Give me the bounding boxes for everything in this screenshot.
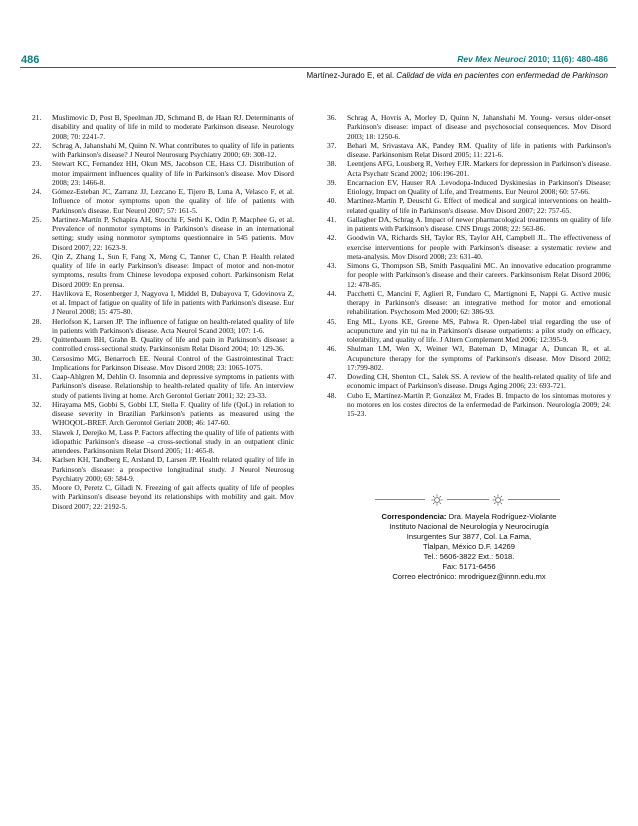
running-title: Calidad de vida en pacientes con enfermedad de Parkinson	[396, 71, 608, 80]
reference-text: Cersosimo MG, Benarroch EE. Neural Control of the Gastrointestinal Tract: Implications for Parkinson Disease. Mov Disord 2008; 23: 1065-1075.	[52, 353, 294, 372]
reference-number: 46.	[327, 344, 337, 354]
reference-number: 36.	[327, 113, 337, 122]
reference-item	[32, 252, 294, 289]
reference-item	[327, 215, 611, 234]
reference-text: Martinez-Martín P, Schapira AH, Stocchi F, Sethi K, Odin P, Macphee G, et al. Prevalence of nonmotor symptoms in Parkinson's disease in an international setting; study using nonmotor symptoms questionnaire in 545 patients. Mov Disord 2007; 22: 1623-9.	[52, 214, 294, 252]
reference-text: Schrag A, Jahanshahi M, Quinn N. What contributes to quality of life in patients with Parkinson's disease? J Neurol Neurosurg Psychiatry 2000; 69: 308-12.	[52, 140, 294, 159]
reference-text: Quittenbaum BH, Grahn B. Quality of life and pain in Parkinson's disease: a controlled cross-sectional study. Parkinsonism Relat Disord 2004; 10: 129-36.	[52, 335, 294, 354]
reference-item	[32, 455, 294, 483]
reference-number: 33.	[32, 427, 42, 437]
reference-text: Leentjens AFG, Lousberg R, Verhey FJR. Markers for depression in Parkinson's disease. Acta Psychatr Scand 2002; 106:196-201.	[347, 159, 611, 178]
divider-line	[508, 499, 560, 500]
reference-number: 23.	[32, 159, 42, 169]
references-right-column	[327, 113, 611, 418]
reference-number: 48.	[327, 390, 337, 400]
reference-number: 24.	[32, 187, 42, 196]
correspondence-title: Correspondencia:	[381, 512, 447, 521]
reference-number: 39.	[327, 177, 337, 187]
reference-text: Karlsen KH, Tandberg E, Arsland D, Larsen JP. Health related quality of life in Parkinson's disease: a prospective longitudinal study. J Neurol Neurosug Psychiatry 2000; 69: 584-9.	[52, 455, 294, 483]
reference-text: Goodwin VA, Richards SH, Taylor RS, Taylor AH, Campbell JL. The effectiveness of exercise interventions for people with Parkinson's disease: a systematic review and meta-analysis. Mov Disord 2008; 23: 631-40.	[347, 233, 611, 261]
reference-text: Slawek J, Derejko M, Lass P. Factors affecting the quality of life of patients with idiopathic Parkinson's disease –a cross-sectional study in an outpatient clinic attendees. Parkinsonism Relat Disord 2005; 11: 465-8.	[52, 427, 294, 455]
reference-number: 37.	[327, 140, 337, 150]
correspondence-line: Tel.: 5606-3822 Ext.: 5018.	[423, 552, 515, 561]
reference-text: Shulman LM, Wen X, Weiner WJ, Bateman D, Minagar A, Duncan R, et al. Acupuncture therapy for the symptoms of Parkinson's disease. Mov Disord 2002; 17:799-802.	[347, 344, 611, 372]
reference-number: 38.	[327, 159, 337, 169]
reference-item	[32, 400, 294, 428]
reference-number: 35.	[32, 483, 42, 492]
reference-item	[32, 483, 294, 511]
reference-number: 21.	[32, 113, 42, 122]
correspondence-line: Insurgentes Sur 3877, Col. La Fama,	[406, 532, 532, 541]
reference-item	[327, 261, 611, 289]
reference-item	[327, 372, 611, 391]
reference-number: 34.	[32, 455, 42, 465]
reference-item	[327, 141, 611, 160]
reference-number: 40.	[327, 196, 337, 206]
reference-number: 26.	[32, 251, 42, 261]
sun-ornament-icon	[431, 494, 443, 506]
reference-text: Hirayama MS, Gobbi S, Gobbi LT, Stella F. Quality of life (QoL) in relation to disease severity in Brazilian Parkinson's patients as measured using the WHOQOL-BREF. Arch Gerontol Geriatr 2008; 46: 147-60.	[52, 399, 294, 428]
page-number: 486	[21, 54, 40, 66]
reference-item	[32, 372, 294, 400]
reference-item	[32, 113, 294, 141]
reference-text: Gómez-Esteban JC, Zarranz JJ, Lezcano E, Tijero B, Luna A, Velasco F, et al. Influence of motor symptoms upon the quality of life of patients with Parkinson's disease. Eur Neurol 2007; 57: 161-5.	[52, 187, 294, 215]
reference-item	[32, 317, 294, 336]
reference-number: 43.	[327, 261, 337, 270]
reference-item	[327, 317, 611, 345]
correspondence-line: Tlalpan, México D.F. 14269	[422, 542, 515, 551]
reference-number: 31.	[32, 372, 42, 381]
reference-number: 27.	[32, 288, 42, 298]
reference-text: Simons G, Thompson SB, Smith Pasqualini MC. An innovative education programme for people with Parkinson's disease and their careers. Parkinsonism Relat Disord 2006; 12: 478-85.	[347, 261, 611, 289]
correspondence-heading	[335, 512, 603, 522]
reference-text: Martínez-Martín P, Deuschl G. Effect of medical and surgical interventions on health-related quality of life in Parkinson's disease. Mov Disord 2007; 22: 757-65.	[347, 196, 611, 215]
correspondence-name: Dra. Mayela Rodríguez-Violante	[446, 512, 557, 521]
reference-number: 28.	[32, 316, 42, 326]
reference-item	[32, 141, 294, 160]
correspondence-line: Instituto Nacional de Neurología y Neurocirugía	[389, 522, 549, 531]
reference-text: Caap-Ahlgren M, Dehlin O. Insomnia and depressive symptoms in patients with Parkinson's disease. Relationship to health-related quality of life. An interview study of patients living at home. Arch Gerontol Geriatr 2001; 32: 23-33.	[52, 372, 294, 400]
reference-text: Behari M, Srivastava AK, Pandey RM. Quality of life in patients with Parkinson's disease. Parkinsonism Relat Disord 2005; 11: 221-6.	[347, 140, 611, 159]
section-divider	[375, 494, 560, 506]
reference-text: Gallagher DA, Schrag A. Impact of newer pharmacological treatments on quality of life in patients with Parkinson's disease. CNS Drugs 2008; 22: 563-86.	[347, 214, 611, 233]
reference-text: Dowding CH, Shenton CL, Salek SS. A review of the health-related quality of life and economic impact of Parkinson's disease. Drugs Aging 2006; 23: 693-721.	[347, 372, 611, 391]
reference-number: 47.	[327, 372, 337, 381]
running-head	[306, 71, 608, 80]
divider-line	[375, 499, 425, 500]
reference-item	[327, 178, 611, 197]
references-left-column	[32, 113, 294, 511]
page-header	[0, 0, 638, 90]
reference-item	[327, 233, 611, 261]
journal-citation	[457, 54, 608, 64]
reference-item	[32, 159, 294, 187]
reference-text: Herlofson K, Larsen JP. The influence of fatigue on health-related quality of life in patients with Parkinson's disease. Acta Neurol Scand 2003; 107: 1-6.	[52, 316, 294, 335]
reference-item	[327, 113, 611, 141]
reference-text: Moore O, Peretz C, Giladi N. Freezing of gait affects quality of life of peoples with Parkinson's disease beyond its relationships with mobility and gait. Mov Disord 2007; 22: 2192-5.	[52, 483, 294, 511]
reference-number: 25.	[32, 214, 42, 224]
reference-text: Eng ML, Lyons KE, Greene MS, Pahwa R. Open-label trial regarding the use of acupuncture and yin tui na in Parkinson's disease outpatients: a pilot study on efficacy, tolerability, and quality of life. J Altern Complement Med 2006; 12:395-9.	[347, 316, 611, 344]
reference-number: 45.	[327, 316, 337, 326]
header-rule	[20, 67, 616, 68]
reference-item	[32, 428, 294, 456]
reference-number: 22.	[32, 140, 42, 150]
reference-item	[327, 344, 611, 372]
reference-number: 32.	[32, 399, 42, 409]
divider-line	[447, 499, 489, 500]
reference-item	[327, 159, 611, 178]
journal-name: Rev Mex Neuroci	[457, 54, 526, 64]
reference-item	[32, 215, 294, 252]
reference-text: Encarnacion EV, Hauser RA .Levodopa-Induced Dyskinesias in Parkinson's Disease: Etiology, Impact on Quality of Life, and Treatments. Eur Neurol 2008; 60: 57-66.	[347, 177, 611, 196]
reference-item	[327, 391, 611, 419]
reference-number: 30.	[32, 353, 42, 363]
reference-text: Cubo E, Martínez-Martín P, González M, Frades B. Impacto de los síntomas motores y no motores en los costes directos de la enfermedad de Parkinson. Neurología 2009; 24: 15-23.	[347, 390, 611, 418]
sun-ornament-icon	[492, 494, 504, 506]
reference-text: Stewart KC, Fernandez HH, Okun MS, Jacobson CE, Hass CJ. Distribution of motor impairment influences quality of life in Parkinson's disease. Mov Disord 2008; 23: 1466-8.	[52, 159, 294, 187]
correspondence-line: Fax: 5171-6456	[442, 562, 496, 571]
reference-text: Qin Z, Zhang L, Sun F, Fang X, Meng C, Tanner C, Chan P. Health related quality of life in early Parkinson's disease: Impact of motor and non-motor symptoms, results from Chinese levodopa exposed cohort. Parkinsonism Relat Disord 2009: En prensa.	[52, 251, 294, 289]
reference-text: Schrag A, Hovris A, Morley D, Quinn N, Jahanshahi M. Young- versus older-onset Parkinson's disease: impact of disease and psychosocial consequences. Mov Disord 2003; 18: 1250-6.	[347, 113, 611, 141]
reference-number: 42.	[327, 233, 337, 243]
reference-number: 44.	[327, 288, 337, 298]
reference-text: Pacchetti C, Mancini F, Aglieri R, Fundaro C, Martignoni E, Nappi G. Active music therapy in Parkinson's disease: an integrative method for motor and emotional rehabilitation. Psychosom Med 2000; 62: 386-93.	[347, 288, 611, 317]
running-authors: Martínez-Jurado E, et al.	[306, 71, 395, 80]
reference-item	[32, 335, 294, 354]
reference-text: Havlikova E, Rosenberger J, Nagyova I, Middel B, Dubayova T, Gdovinova Z, et al. Impact of fatigue on quality of life in patients with Parkinson's disease. Eur J Neurol 2008; 15: 475-80.	[52, 288, 294, 317]
correspondence-block	[335, 512, 603, 582]
reference-item	[32, 354, 294, 373]
reference-item	[32, 289, 294, 317]
journal-issue: 2010; 11(6): 480-486	[525, 54, 608, 64]
reference-number: 41.	[327, 214, 337, 224]
reference-item	[32, 187, 294, 215]
reference-item	[327, 196, 611, 215]
correspondence-email: Correo electrónico: mrodriguez@innn.edu.mx	[392, 572, 546, 581]
reference-text: Muslimovic D, Post B, Speelman JD, Schmand B, de Haan RJ. Determinants of disability and quality of life in mild to moderate Parkinson disease. Neurology 2008; 70: 2241-7.	[52, 113, 294, 141]
reference-item	[327, 289, 611, 317]
reference-number: 29.	[32, 335, 42, 344]
